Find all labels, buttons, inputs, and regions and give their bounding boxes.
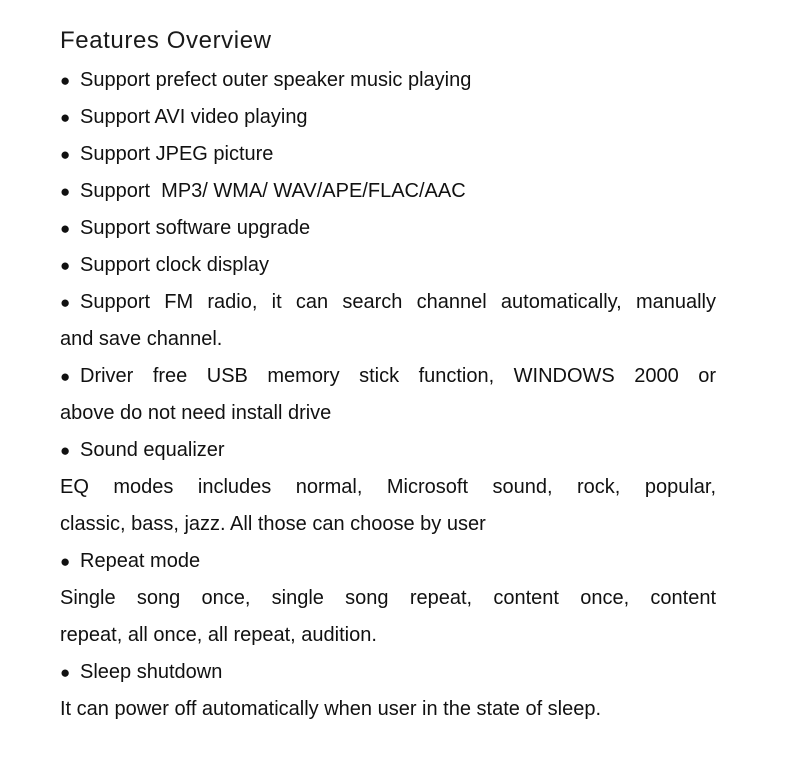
bullet-icon: ● xyxy=(60,367,71,386)
feature-text: Support software upgrade xyxy=(80,217,311,239)
feature-description: It can power off automatically when user in the state of sleep. xyxy=(60,698,602,720)
feature-item xyxy=(60,358,716,395)
feature-item xyxy=(60,284,716,321)
feature-text: Repeat mode xyxy=(80,550,201,572)
feature-text: Sleep shutdown xyxy=(80,661,223,683)
feature-item xyxy=(60,210,716,247)
bullet-icon: ● xyxy=(60,182,71,201)
feature-text: Driver free USB memory stick function, WINDOWS 2000 or xyxy=(80,365,716,387)
features-document xyxy=(60,24,716,728)
feature-item xyxy=(60,62,716,99)
feature-item xyxy=(60,136,716,173)
bullet-icon: ● xyxy=(60,441,71,460)
feature-item xyxy=(60,432,716,469)
feature-item xyxy=(60,173,716,210)
page-title: Features Overview xyxy=(60,27,272,54)
feature-item xyxy=(60,247,716,284)
feature-text: Support clock display xyxy=(80,254,269,276)
feature-item xyxy=(60,543,716,580)
feature-text: Support prefect outer speaker music playing xyxy=(80,69,472,91)
feature-text: Support JPEG picture xyxy=(80,143,274,165)
bullet-icon: ● xyxy=(60,552,71,571)
bullet-icon: ● xyxy=(60,293,71,312)
feature-text: Support MP3/ WMA/ WAV/APE/FLAC/AAC xyxy=(80,180,466,202)
feature-text: Support FM radio, it can search channel automatically, manually xyxy=(80,291,716,313)
feature-text-continuation: and save channel. xyxy=(60,328,223,350)
feature-item xyxy=(60,99,716,136)
feature-text: Support AVI video playing xyxy=(80,106,308,128)
bullet-icon: ● xyxy=(60,256,71,275)
feature-text-continuation: above do not need install drive xyxy=(60,402,332,424)
feature-description: EQ modes includes normal, Microsoft sound, rock, popular, xyxy=(60,476,716,498)
feature-description: repeat, all once, all repeat, audition. xyxy=(60,624,377,646)
feature-item xyxy=(60,654,716,691)
bullet-icon: ● xyxy=(60,663,71,682)
feature-text: Sound equalizer xyxy=(80,439,225,461)
bullet-icon: ● xyxy=(60,108,71,127)
bullet-icon: ● xyxy=(60,145,71,164)
bullet-icon: ● xyxy=(60,219,71,238)
feature-description: classic, bass, jazz. All those can choose by user xyxy=(60,513,486,535)
bullet-icon: ● xyxy=(60,71,71,90)
feature-description: Single song once, single song repeat, content once, content xyxy=(60,587,716,609)
